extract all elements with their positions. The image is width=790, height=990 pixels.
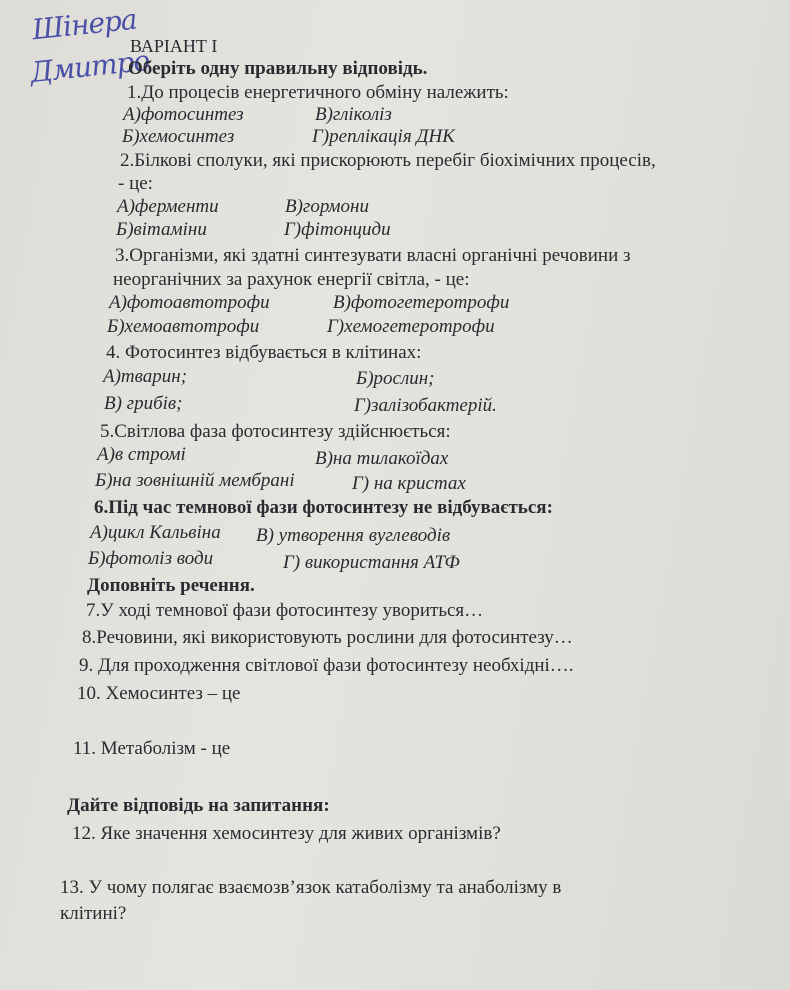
question-1: 1.До процесів енергетичного обміну належить: — [127, 82, 509, 103]
section-choose-heading: Оберіть одну правильну відповідь. — [128, 58, 428, 79]
q4-option-v: В) грибів; — [104, 393, 183, 414]
q3-option-b: Б)хемоавтотрофи — [107, 316, 260, 337]
q1-option-b: Б)хемосинтез — [122, 126, 235, 147]
q2-option-v: В)гормони — [285, 196, 369, 217]
q3-option-a: А)фотоавтотрофи — [109, 292, 270, 313]
question-3-line-2: неорганічних за рахунок енергії світла, - це: — [113, 269, 470, 290]
question-5: 5.Світлова фаза фотосинтезу здійснюється: — [100, 421, 451, 442]
q6-option-b: Б)фотоліз води — [88, 548, 214, 569]
q3-option-v: В)фотогетеротрофи — [333, 292, 510, 313]
q2-option-g: Г)фітонциди — [284, 219, 391, 240]
question-7: 7.У ході темнової фази фотосинтезу увориться… — [86, 600, 484, 621]
question-6: 6.Під час темнової фази фотосинтезу не відбувається: — [94, 497, 553, 518]
question-8: 8.Речовини, які використовують рослини для фотосинтезу… — [82, 627, 573, 648]
q5-option-a: А)в стромі — [97, 444, 186, 465]
question-10: 10. Хемосинтез – це — [77, 683, 241, 704]
q1-option-a: А)фотосинтез — [123, 104, 244, 125]
question-13-line-2: клітині? — [60, 903, 127, 924]
q6-option-g: Г) використання АТФ — [283, 552, 460, 573]
handwritten-name-2: Дмитро — [28, 43, 151, 90]
q5-option-b: Б)на зовнішній мембрані — [95, 470, 295, 491]
question-4: 4. Фотосинтез відбувається в клітинах: — [106, 342, 422, 363]
question-12: 12. Яке значення хемосинтезу для живих організмів? — [72, 823, 501, 844]
section-answer-heading: Дайте відповідь на запитання: — [67, 795, 330, 816]
question-13-line-1: 13. У чому полягає взаємозв’язок катаболізму та анаболізму в — [60, 877, 562, 898]
q1-option-v: В)гліколіз — [315, 104, 392, 125]
q4-option-g: Г)залізобактерій. — [354, 395, 497, 416]
question-3-line-1: 3.Організми, які здатні синтезувати власні органічні речовини з — [115, 245, 631, 266]
q6-option-v: В) утворення вуглеводів — [256, 525, 451, 546]
question-9: 9. Для проходження світлової фази фотосинтезу необхідні…. — [79, 655, 574, 676]
q4-option-a: А)тварин; — [103, 366, 188, 387]
question-11: 11. Метаболізм - це — [73, 738, 231, 759]
section-complete-heading: Доповніть речення. — [87, 575, 255, 596]
q6-option-a: А)цикл Кальвіна — [90, 522, 221, 543]
q5-option-v: В)на тилакоїдах — [315, 448, 449, 469]
question-2-line-2: - це: — [118, 173, 153, 194]
q3-option-g: Г)хемогетеротрофи — [327, 316, 495, 337]
handwritten-name-1: Шінера — [30, 2, 138, 47]
q2-option-b: Б)вітаміни — [116, 219, 207, 240]
q4-option-b: Б)рослин; — [356, 368, 435, 389]
variant-label: ВАРІАНТ І — [130, 36, 218, 56]
q1-option-g: Г)реплікація ДНК — [312, 126, 455, 147]
question-2-line-1: 2.Білкові сполуки, які прискорюють перебіг біохімічних процесів, — [120, 150, 656, 171]
q2-option-a: А)ферменти — [117, 196, 219, 217]
q5-option-g: Г) на кристах — [352, 473, 466, 494]
